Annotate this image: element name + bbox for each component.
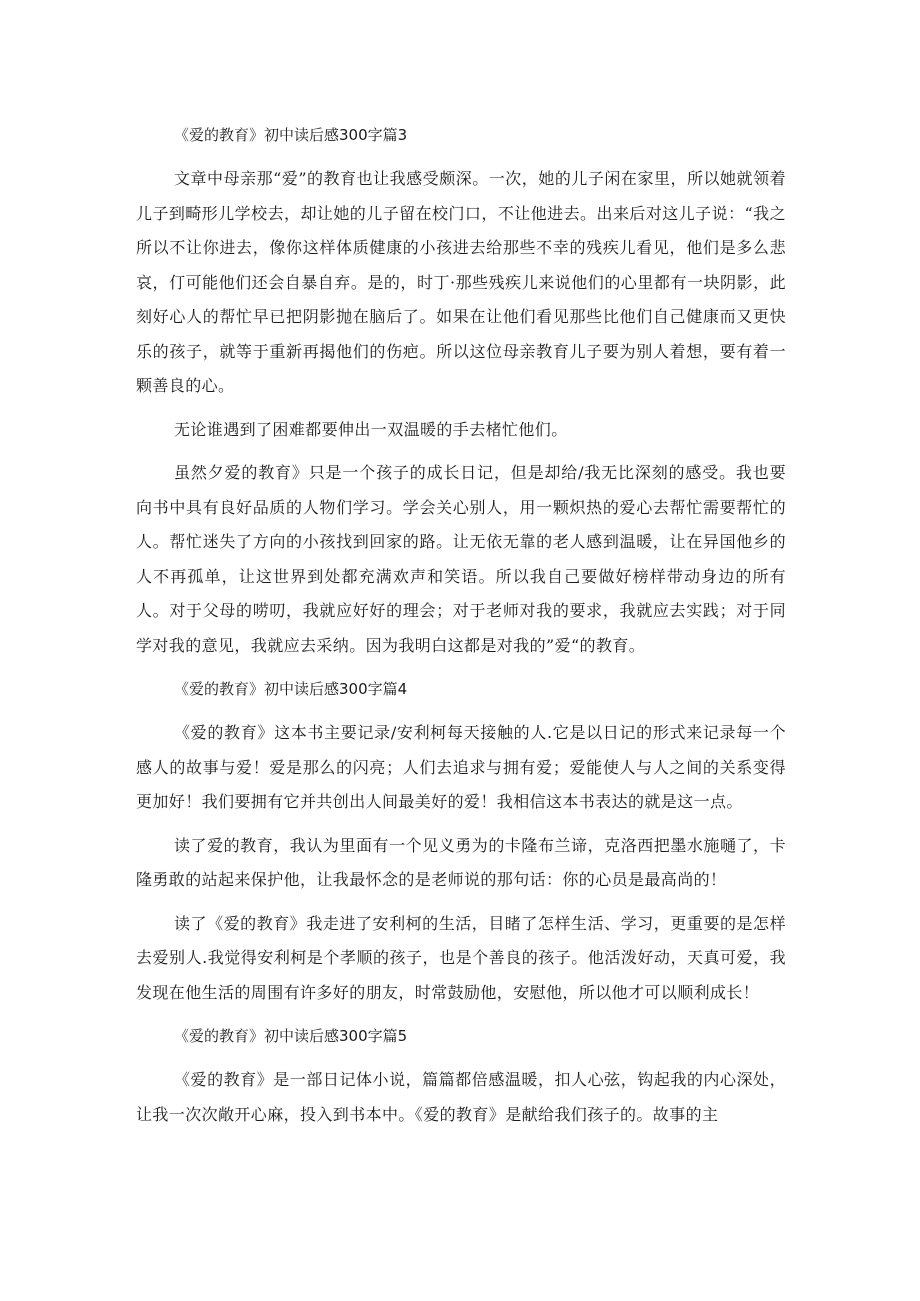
section-heading: 《爱的教育》初中读后感300字篇5 — [174, 1027, 408, 1045]
paragraph: 《爱的教育》是一部日记体小说，篇篇都倍感温暖，扣人心弦，钩起我的内心深处，让我一次次敞开心麻，投入到书本中。《爱的教育》是献给我们孩子的。故事的主 — [136, 1070, 786, 1124]
paragraph: 《爱的教育》这本书主要记录/安利柯每天接触的人.它是以日记的形式来记录每一个感人的故事与爱！爱是那么的闪亮；人们去追求与拥有爱；爱能使人与人之间的关系变得更加好！我们要拥有它并共创出人间最美好的爱！我相信这本书表达的就是这一点。 — [136, 723, 786, 811]
document-body — [136, 118, 786, 1141]
section-heading: 《爱的教育》初中读后感300字篇4 — [174, 680, 408, 698]
section-heading: 《爱的教育》初中读后感300字篇3 — [174, 126, 408, 144]
paragraph: 虽然夕爱的教育》只是一个孩子的成长日记，但是却给/我无比深刻的感受。我也要向书中具有良好品质的人物们学习。学会关心别人，用一颗炽热的爱心去帮忙需要帮忙的人。帮忙迷失了方向的小孩找到回家的路。让无依无靠的老人感到温暖，让在异国他乡的人不再孤单，让这世界到处都充满欢声和笑语。所以我自己要做好榜样带动身边的所有人。对于父母的唠叨，我就应好好的理会；对于老师对我的要求，我就应去实践；对于同学对我的意见，我就应去采纳。因为我明白这都是对我的”爱“的教育。 — [136, 463, 786, 655]
paragraph: 无论谁遇到了困难都要伸出一双温暖的手去楮忙他们。 — [174, 419, 568, 439]
paragraph: 文章中母亲那“爱”的教育也让我感受颇深。一次，她的儿子闲在家里，所以她就领着儿子到畸形儿学校去，却让她的儿子留在校门口，不让他进去。出来后对这儿子说：“我之所以不让你进去，像你这样体质健康的小孩进去给那些不幸的残疾儿看见，他们是多么悲哀，仃可能他们还会自暴自弃。是的，时丁·那些残疾儿来说他们的心里都有一块阴影，此刻好心人的帮忙早已把阴影抛在脑后了。如果在让他们看见那些比他们自己健康而又更快乐的孩子，就等于重新再揭他们的伤疤。所以这位母亲教育儿子要为别人着想，要有着一颗善良的心。 — [136, 169, 786, 395]
paragraph: 读了爱的教育，我认为里面有一个见义勇为的卡隆布兰谛，克洛西把墨水施嗵了，卡隆勇敢的站起来保护他，让我最怀念的是老师说的那句话：你的心员是最高尚的！ — [136, 835, 786, 889]
paragraph: 读了《爱的教育》我走进了安利柯的生活，目睹了怎样生活、学习，更重要的是怎样去爱别人.我觉得安利柯是个孝顺的孩子，也是个善良的孩子。他活泼好动，天真可爱，我发现在他生活的周围有许多好的朋友，时常鼓励他，安慰他，所以他才可以顺利成长！ — [136, 913, 786, 1002]
